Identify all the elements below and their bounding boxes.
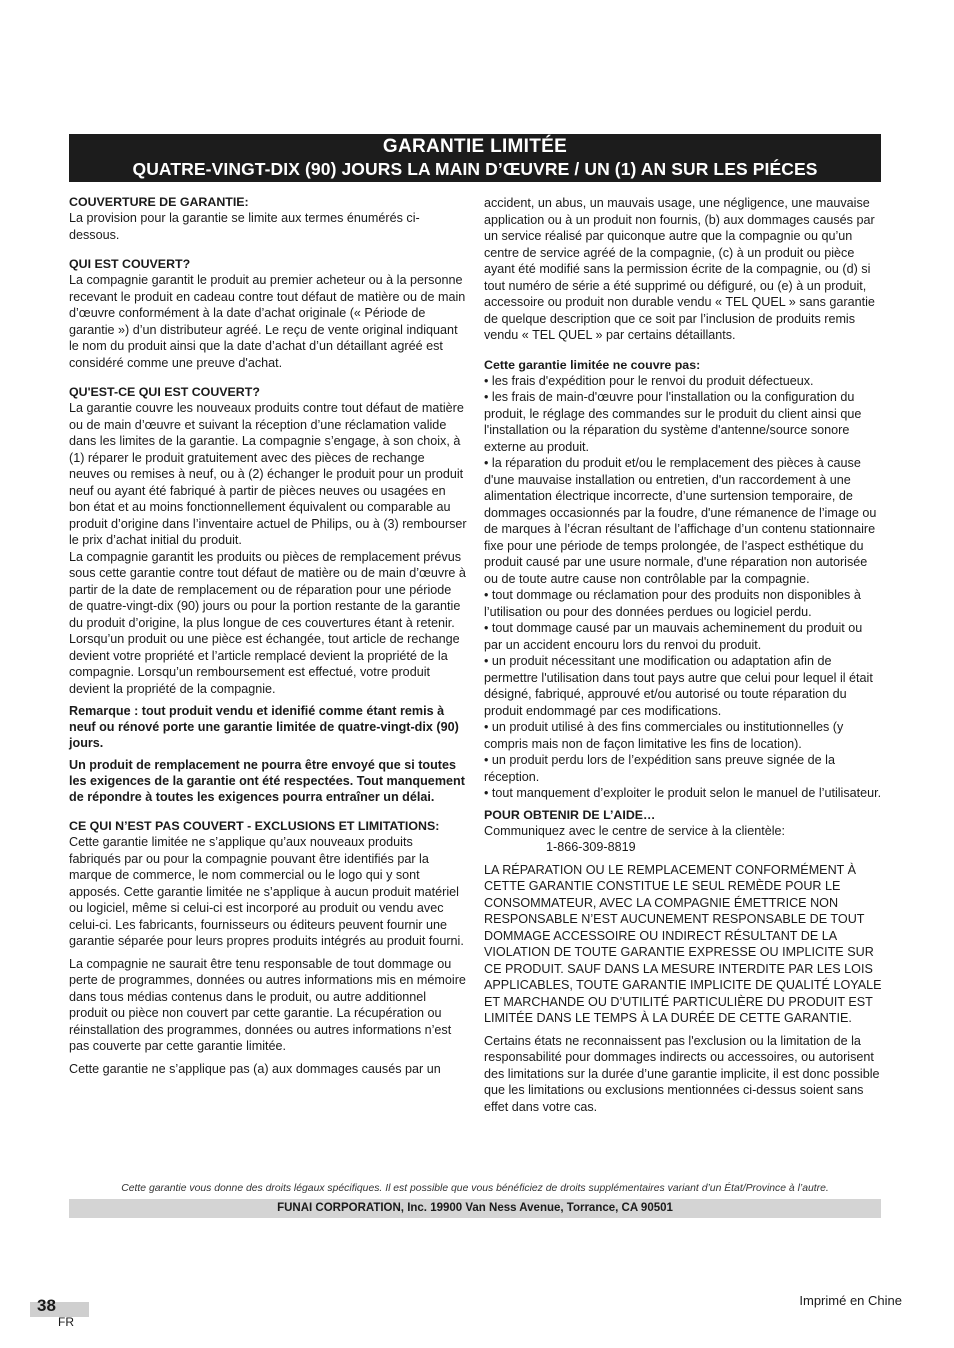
not-covered-item: • tout dommage ou réclamation pour des produits non disponibles à l’utilisation ou pour des données perdues ou logiciel perdu. bbox=[484, 588, 861, 619]
phone-number: 1-866-309-8819 bbox=[546, 840, 636, 854]
exclusions-text-2: La compagnie ne saurait être tenu responsable de tout dommage ou perte de programmes, données ou autres informations mis en mémoire dans tous médias contenus dans le produit, ou autre additionnel produit ou pièce non couvert par cette garantie. La récupération ou réinstallation des programmes, données ou autres informations n’est pas couverte par cette garantie limitée. bbox=[69, 956, 466, 1053]
who-text: La compagnie garantit le produit au premier acheteur ou à la personne recevant le produit en cadeau contre tout défaut de matière ou de main d’œuvre conformément à la date d’achat originale (« Période de garantie ») d’un distributeur agréé. Le reçu de vente original indiquant le nom du produit ainsi que la date d’achat d’un détaillant agréé est considéré comme une preuve d'achat. bbox=[69, 273, 466, 370]
help-heading: POUR OBTENIR DE L’AIDE… bbox=[484, 807, 656, 822]
exclusions-heading: CE QUI N’EST PAS COUVERT - EXCLUSIONS ET LIMITATIONS: bbox=[69, 819, 440, 833]
not-covered-item: • tout dommage causé par un mauvais acheminement du produit ou par un accident encouru lors du renvoi du produit. bbox=[484, 621, 863, 652]
not-covered-item: • la réparation du produit et/ou le remplacement des pièces à cause d'une mauvaise installation ou entretien, d'un raccordement à une alimentation électrique incorrecte, d’une surtension temporaire, de dommages occasionnés par la foudre, d'une rémanence de l’image ou de marques à l’écran résultant de l’affichage d’un contenu stationnaire fixe pour une période de temps prolongée, de l’aspect esthétique du produit causé par une usure normale, d'une réparation non autorisée ou de toute autre cause non contrôlable par la compagnie. bbox=[484, 456, 877, 586]
legal-rights-note: Cette garantie vous donne des droits légaux spécifiques. Il est possible que vous bénéficiez de droits supplémentaires variant d’un État/Province à l’autre. bbox=[121, 1183, 829, 1194]
liability-caps-text: LA RÉPARATION OU LE REMPLACEMENT CONFORMÉMENT À CETTE GARANTIE CONSTITUE LE SEUL REMÈDE POUR LE CONSOMMATEUR, AVEC LA COMPAGNIE ÉMETTRICE NON RESPONSABLE N’EST AUCUNEMENT RESPONSABLE DE TOUT DOMMAGE ACCESSOIRE OU INDIRECT RÉSULTANT DE LA VIOLATION DE TOUTE GARANTIE EXPRESSE OU IMPLICITE SUR CE PRODUIT. SAUF DANS LA MESURE INTERDITE PAR LES LOIS APPLICABLES, TOUTE GARANTIE IMPLICITE DE QUALITÉ LOYALE ET MARCHANDE OU D’UTILITÉ PARTICULIÈRE DU PRODUIT EST LIMITÉE DANS LE TEMPS À LA DURÉE DE CETTE GARANTIE. bbox=[484, 862, 882, 1025]
exclusions-continued: accident, un abus, un mauvais usage, une négligence, une mauvaise application ou à un produit non fournis, (b) aux dommages causés par un service réalisé par quiconque autre que la compagnie ou qu’un centre de service agréé de la compagnie, (c) à un produit ou pièce ayant été modifié sans la permission écrite de la compagnie, ou (d) si tout numéro de série a été supprimé ou défiguré, ou (e) à un produit, accessoire ou produit non durable vendu « TEL QUEL » sans garantie de quelque description que ce soit par l’inclusion de produits remis vendu « TEL QUEL » par certains détaillants. bbox=[484, 196, 875, 342]
states-text: Certains états ne reconnaissent pas l'exclusion ou la limitation de la responsabilité pour dommages indirects ou accessoires, ou autorisent des limitations sur la durée d’une garantie implicite, il est donc possible que les limitations ou exclusions mentionnées ci-dessus soient sans effet dans votre cas. bbox=[484, 1033, 880, 1114]
coverage-text: La provision pour la garantie se limite aux termes énumérés ci-dessous. bbox=[69, 211, 420, 242]
not-covered-item: • un produit perdu lors de l’expédition sans preuve signée de la réception. bbox=[484, 753, 835, 784]
not-covered-item: • un produit nécessitant une modification ou adaptation afin de permettre l'utilisation dans tout pays autre que celui pour lequel il était désigné, fabriqué, approuvé et/ou autorisé ou toute réparation du produit endommagé par ces modifications. bbox=[484, 654, 873, 718]
what-text-1: La garantie couvre les nouveaux produits contre tout défaut de matière ou de main d’œuvre et suivant la réception d’une réclamation valide dans les limites de la garantie. La compagnie s’engage, à son choix, à (1) réparer le produit gratuitement avec des pièces de rechange neuves ou remises à neuf, ou à (2) échanger le produit pour un produit neuf ou ayant été fabriqué à partir de pièces neuves ou usagées en bon état et au moins fonctionnellement équivalent ou comparable au produit d’origine dans l’inventaire actuel de Philips, ou à (3) rembourser le prix d’achat initial du produit. bbox=[69, 401, 467, 547]
replacement-text: Un produit de remplacement ne pourra être envoyé que si toutes les exigences de la garantie ont été respectées. Tout manquement de répondre à toutes les exigences pourra entraîner un délai. bbox=[69, 758, 465, 804]
what-heading: QU'EST-CE QUI EST COUVERT? bbox=[69, 385, 260, 399]
not-covered-item: • tout manquement d’exploiter le produit selon le manuel de l’utilisateur. bbox=[484, 786, 882, 800]
page-title: GARANTIE LIMITÉE bbox=[382, 136, 568, 157]
who-heading: QUI EST COUVERT? bbox=[69, 257, 191, 271]
title-banner bbox=[69, 134, 881, 182]
page-subtitle: QUATRE-VINGT-DIX (90) JOURS LA MAIN D’ŒUVRE / UN (1) AN SUR LES PIÉCES bbox=[132, 159, 818, 179]
help-text: Communiquez avec le centre de service à la clientèle: bbox=[484, 823, 786, 838]
not-covered-item: • un produit utilisé à des fins commerciales ou institutionnelles (y compris mais non de façon limitative les fins de location). bbox=[484, 720, 844, 751]
language-code: FR bbox=[58, 1315, 74, 1329]
exclusions-text-3: Cette garantie ne s’applique pas (a) aux dommages causés par un bbox=[69, 1061, 441, 1076]
left-column bbox=[69, 195, 467, 1077]
not-covered-heading: Cette garantie limitée ne couvre pas: bbox=[484, 357, 701, 372]
remark-text: Remarque : tout produit vendu et idenifié comme étant remis à neuf ou rénové porte une garantie limitée de quatre-vingt-dix (90) jours. bbox=[69, 704, 459, 750]
not-covered-item: • les frais d'expédition pour le renvoi du produit défectueux. bbox=[484, 373, 814, 388]
coverage-heading: COUVERTURE DE GARANTIE: bbox=[69, 195, 249, 209]
not-covered-item: • les frais de main-d'œuvre pour l'installation ou la configuration du produit, le réglage des commandes sur le produit du client ainsi que l'installation ou la réparation du système d'antenne/source sonore externe au produit. bbox=[484, 390, 862, 454]
company-address: FUNAI CORPORATION, Inc. 19900 Van Ness Avenue, Torrance, CA 90501 bbox=[69, 1199, 881, 1218]
what-text-2: La compagnie garantit les produits ou pièces de remplacement prévus sous cette garantie contre tout défaut de matière ou de main d’œuvre à partir de la date de remplacement ou de réparation pour une période de quatre-vingt-dix (90) jours ou pour la portion restante de la garantie du produit d’origine, la plus longue de ces couvertures étant à retenir. Lorsqu’un produit ou une pièce est échangée, tout article de rechange devient votre propriété et l’article remplacé devient la propriété de la compagnie. Lorsqu’un remboursement est effectué, votre produit devient la propriété de la compagnie. bbox=[69, 549, 466, 696]
page-number: 38 bbox=[37, 1296, 56, 1315]
printed-in: Imprimé en Chine bbox=[799, 1293, 902, 1308]
right-column bbox=[484, 195, 882, 1115]
exclusions-text-1: Cette garantie limitée ne s’applique qu’aux nouveaux produits fabriqués par ou pour la compagnie pouvant être identifiés par la marque de commerce, le nom commercial ou le logo qui y sont apposés. Cette garantie limitée ne s’applique à aucun produit matériel ou logiciel, même si celui-ci est incorporé au produit ou vendu avec celui-ci. Les fabricants, fournisseurs ou éditeurs peuvent fournir une garantie séparée pour leurs propres produits intégrés au produit fourni. bbox=[69, 835, 464, 948]
